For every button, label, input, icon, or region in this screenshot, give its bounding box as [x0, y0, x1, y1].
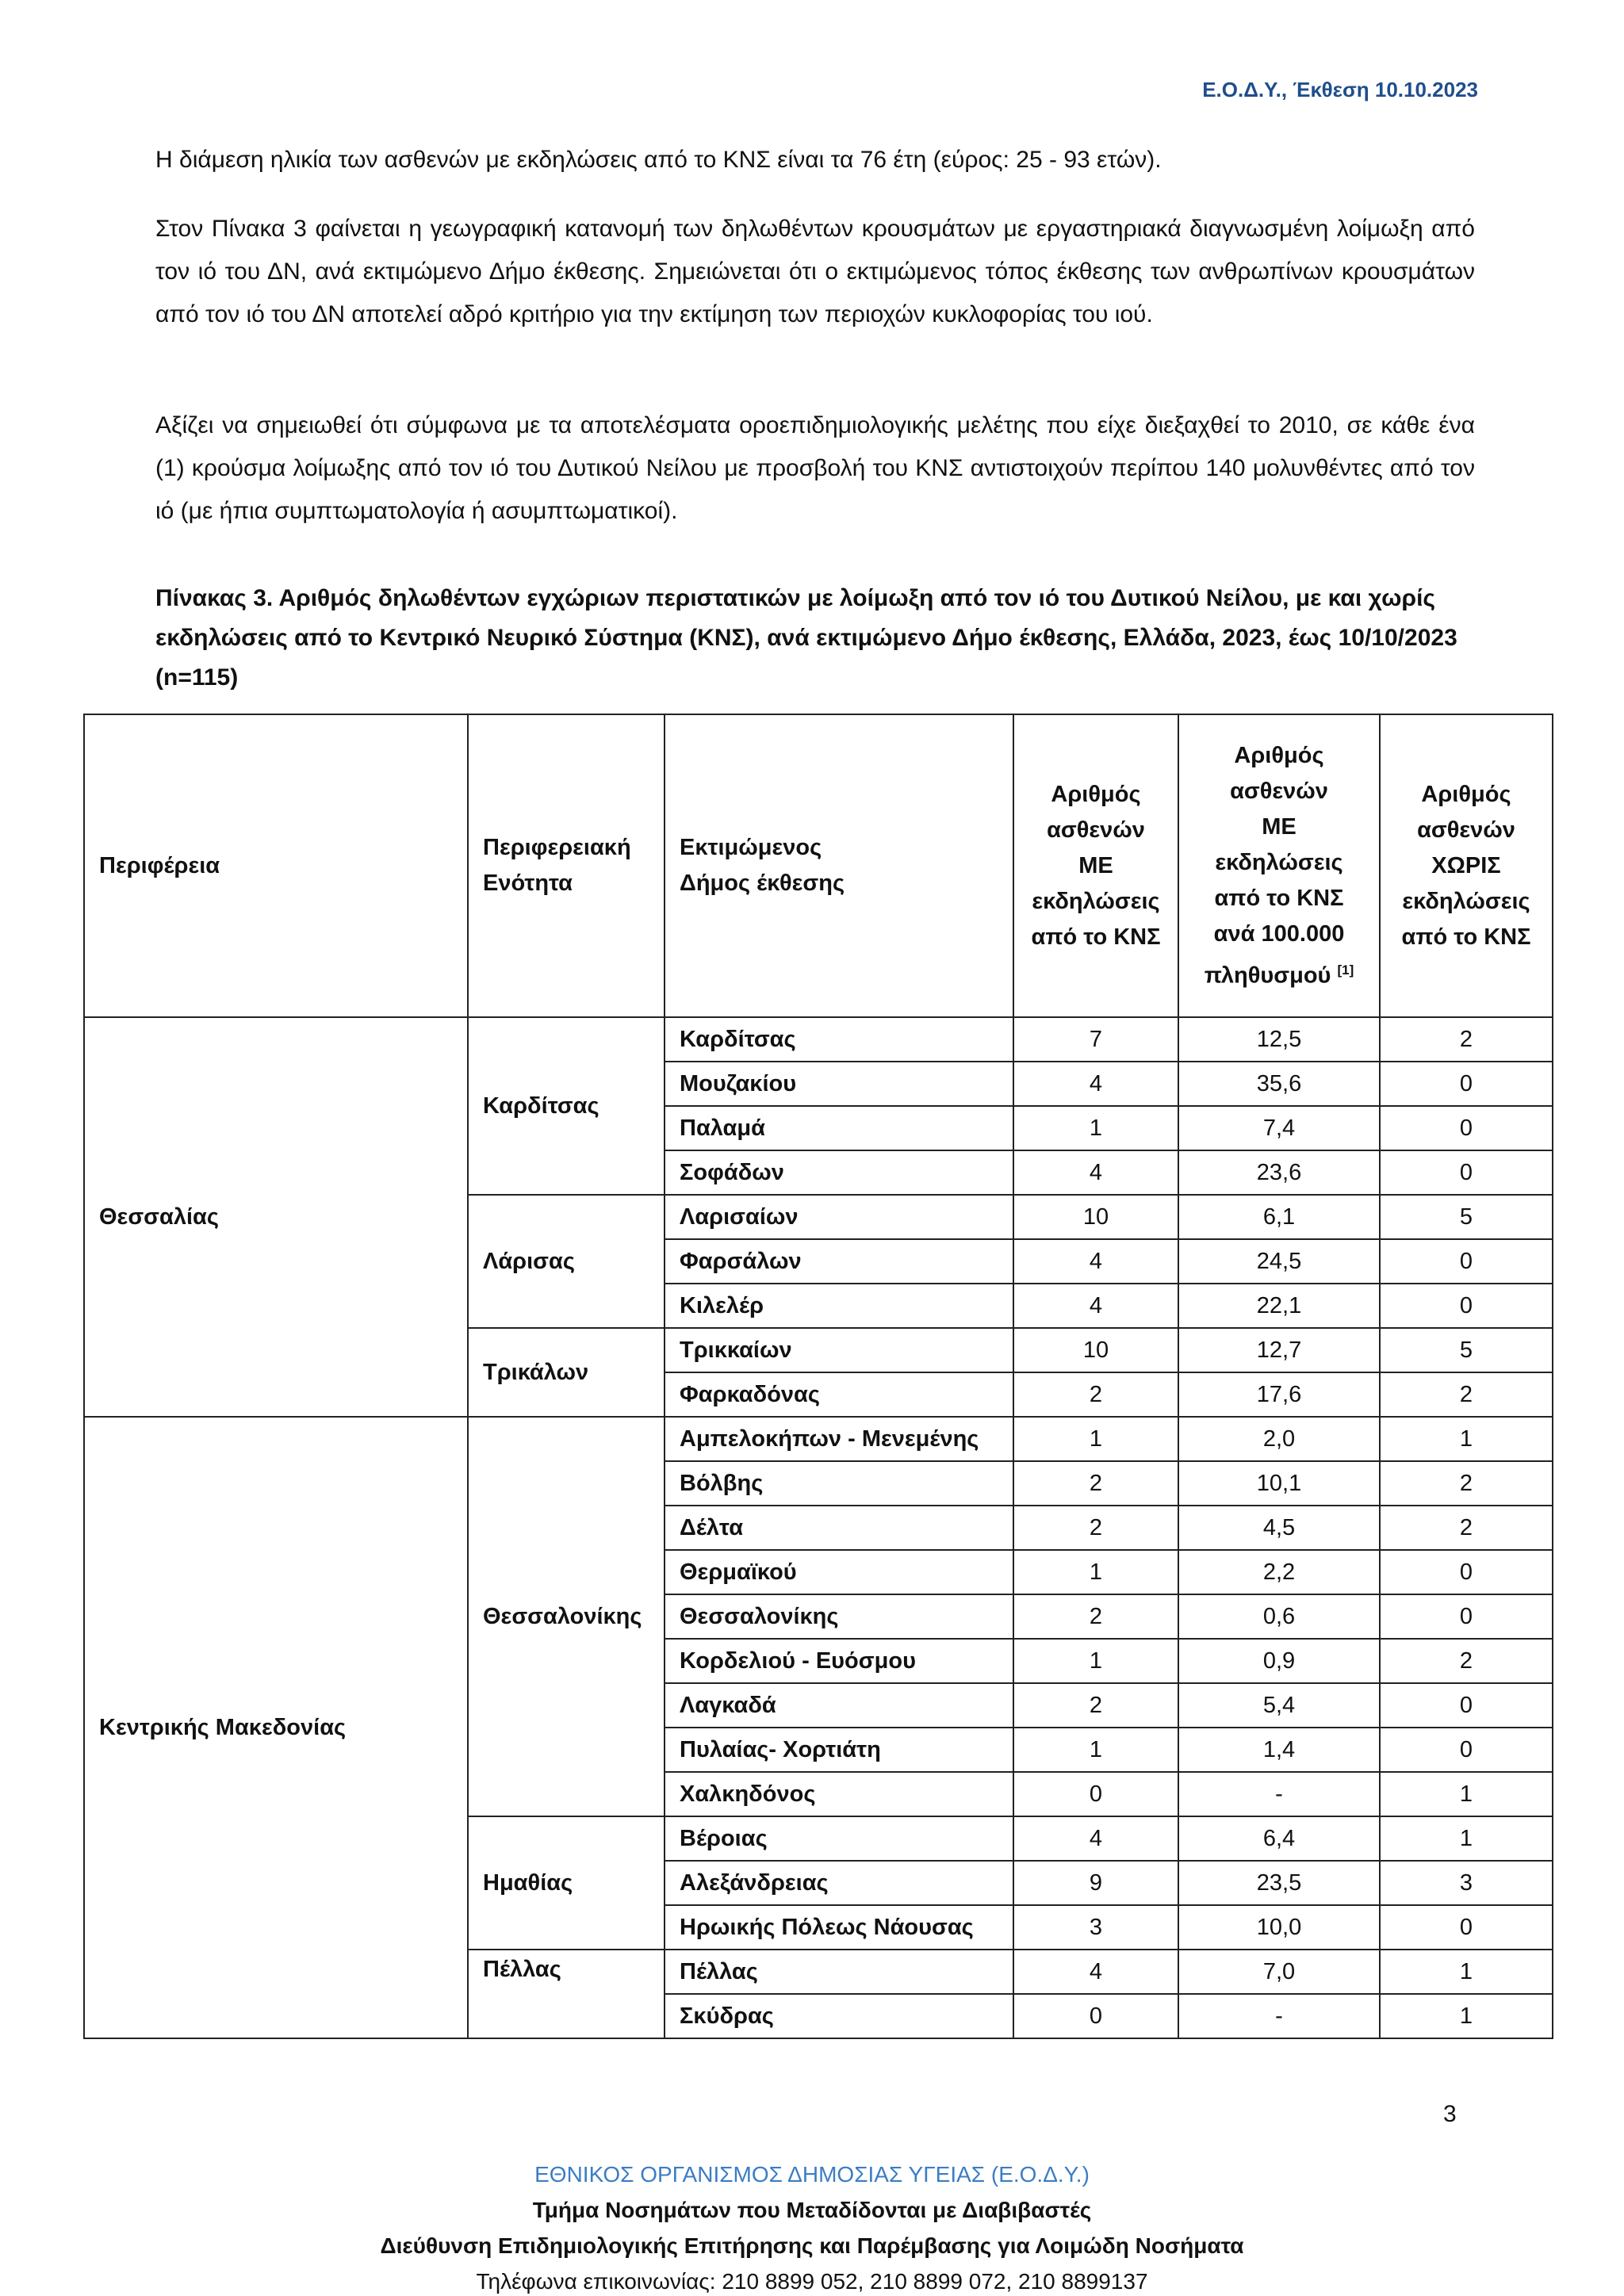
regional-unit-cell: Πέλλας — [468, 1950, 665, 2038]
report-header: Ε.Ο.Δ.Υ., Έκθεση 10.10.2023 — [1202, 78, 1478, 101]
header-without-cns — [1380, 714, 1553, 1017]
with-cns-cell: 10 — [1013, 1195, 1178, 1239]
municipality-cell: Μουζακίου — [665, 1062, 1013, 1106]
with-cns-cell: 4 — [1013, 1816, 1178, 1861]
footnote-ref: [1] — [1337, 962, 1354, 978]
paragraph-geographic-distribution: Στον Πίνακα 3 φαίνεται η γεωγραφική κατανομή των δηλωθέντων κρουσμάτων με εργαστηριακά διαγνωσμένη λοίμωξη από τον ιό του ΔΝ, ανά εκτιμώμενο Δήμο έκθεσης. Σημειώνεται ότι ο εκτιμώμενος τόπος έκθεσης των ανθρωπίνων κρουσμάτων από τον ιό του ΔΝ αποτελεί αδρό κριτήριο για την εκτίμηση των περιοχών κυκλοφορίας του ιού. — [155, 216, 1475, 327]
rate-cell: 23,6 — [1178, 1150, 1380, 1195]
paragraph-seroepidemiology: Αξίζει να σημειωθεί ότι σύμφωνα με τα αποτελέσματα οροεπιδημιολογικής μελέτης που είχε διεξαχθεί το 2010, σε κάθε ένα (1) κρούσμα λοίμωξης από τον ιό του Δυτικού Νείλου με προσβολή του ΚΝΣ αντιστοιχούν περίπου 140 μολυνθέντες από τον ιό (με ήπια συμπτωματολογία ή ασυμπτωματικοί). — [155, 412, 1475, 524]
municipality-cell: Ηρωικής Πόλεως Νάουσας — [665, 1905, 1013, 1950]
footer-directorate: Διεύθυνση Επιδημιολογικής Επιτήρησης και Παρέμβασης για Λοιμώδη Νοσήματα — [380, 2233, 1244, 2258]
without-cns-cell: 0 — [1380, 1550, 1553, 1594]
region-cell: Κεντρικής Μακεδονίας — [84, 1417, 468, 2038]
without-cns-cell: 0 — [1380, 1728, 1553, 1772]
header-without-cns-line: εκδηλώσεις — [1402, 888, 1530, 914]
header-rate-line: από το ΚΝΣ — [1214, 885, 1344, 911]
with-cns-cell: 1 — [1013, 1106, 1178, 1150]
regional-unit-cell: Ημαθίας — [468, 1816, 665, 1950]
header-municipality-line1: Εκτιμώμενος — [680, 835, 822, 860]
without-cns-cell: 3 — [1380, 1861, 1553, 1905]
without-cns-cell: 2 — [1380, 1372, 1553, 1417]
header-rate — [1178, 714, 1380, 1017]
municipality-cell: Αμπελοκήπων - Μενεμένης — [665, 1417, 1013, 1461]
rate-cell: 35,6 — [1178, 1062, 1380, 1106]
municipality-cell: Τρικκαίων — [665, 1328, 1013, 1372]
municipality-cell: Βόλβης — [665, 1461, 1013, 1506]
header-regional-unit — [468, 714, 665, 1017]
without-cns-cell: 1 — [1380, 1417, 1553, 1461]
footer-phones: Τηλέφωνα επικοινωνίας: 210 8899 052, 210 8899 072, 210 8899137 — [476, 2269, 1148, 2294]
header-rate-line: Αριθμός — [1234, 742, 1324, 768]
rate-cell: 1,4 — [1178, 1728, 1380, 1772]
municipality-cell: Δέλτα — [665, 1506, 1013, 1550]
with-cns-cell: 0 — [1013, 1994, 1178, 2038]
with-cns-cell: 4 — [1013, 1284, 1178, 1328]
header-municipality-line2: Δήμος έκθεσης — [680, 871, 845, 896]
without-cns-cell: 2 — [1380, 1017, 1553, 1062]
rate-cell: 24,5 — [1178, 1239, 1380, 1284]
without-cns-cell: 1 — [1380, 1950, 1553, 1994]
municipality-cell: Λαρισαίων — [665, 1195, 1013, 1239]
municipality-cell: Κορδελιού - Ευόσμου — [665, 1639, 1013, 1683]
with-cns-cell: 2 — [1013, 1506, 1178, 1550]
rate-cell: 12,7 — [1178, 1328, 1380, 1372]
with-cns-cell: 1 — [1013, 1417, 1178, 1461]
header-without-cns-line: από το ΚΝΣ — [1401, 924, 1531, 950]
footer-department: Τμήμα Νοσημάτων που Μεταδίδονται με Διαβιβαστές — [532, 2198, 1092, 2222]
municipality-cell: Βέροιας — [665, 1816, 1013, 1861]
with-cns-cell: 1 — [1013, 1550, 1178, 1594]
with-cns-cell: 4 — [1013, 1950, 1178, 1994]
rate-cell: 0,9 — [1178, 1639, 1380, 1683]
footer-organization: ΕΘΝΙΚΟΣ ΟΡΓΑΝΙΣΜΟΣ ΔΗΜΟΣΙΑΣ ΥΓΕΙΑΣ (Ε.Ο.Δ.Υ.) — [534, 2162, 1090, 2187]
without-cns-cell: 0 — [1380, 1106, 1553, 1150]
rate-cell: 6,4 — [1178, 1816, 1380, 1861]
with-cns-cell: 2 — [1013, 1594, 1178, 1639]
table-row — [84, 1417, 1553, 1461]
header-rate-line: ΜΕ — [1262, 813, 1297, 840]
without-cns-cell: 2 — [1380, 1506, 1553, 1550]
rate-cell: 2,2 — [1178, 1550, 1380, 1594]
page-number: 3 — [1443, 2101, 1457, 2127]
header-municipality — [665, 714, 1013, 1017]
with-cns-cell: 4 — [1013, 1239, 1178, 1284]
municipality-cell: Σοφάδων — [665, 1150, 1013, 1195]
with-cns-cell: 9 — [1013, 1861, 1178, 1905]
regional-unit-cell: Θεσσαλονίκης — [468, 1417, 665, 1816]
header-rate-line: πληθυσμού — [1204, 962, 1331, 989]
with-cns-cell: 2 — [1013, 1461, 1178, 1506]
header-without-cns-line: Αριθμός — [1421, 781, 1511, 807]
municipality-cell: Κιλελέρ — [665, 1284, 1013, 1328]
header-with-cns-line: από το ΚΝΣ — [1031, 924, 1161, 950]
region-cell: Θεσσαλίας — [84, 1017, 468, 1417]
regional-unit-cell: Λάρισας — [468, 1195, 665, 1328]
rate-cell: 7,4 — [1178, 1106, 1380, 1150]
without-cns-cell: 0 — [1380, 1594, 1553, 1639]
rate-cell: 5,4 — [1178, 1683, 1380, 1728]
header-with-cns-line: ασθενών — [1047, 817, 1145, 843]
rate-cell: 2,0 — [1178, 1417, 1380, 1461]
rate-cell: - — [1178, 1772, 1380, 1816]
with-cns-cell: 3 — [1013, 1905, 1178, 1950]
municipality-cell: Παλαμά — [665, 1106, 1013, 1150]
table-header-row — [84, 714, 1553, 1017]
header-with-cns-line: Αριθμός — [1051, 781, 1141, 807]
header-regional-unit-line2: Ενότητα — [483, 871, 573, 896]
header-rate-line: ασθενών — [1230, 778, 1328, 804]
rate-cell: 23,5 — [1178, 1861, 1380, 1905]
with-cns-cell: 1 — [1013, 1639, 1178, 1683]
municipality-cell: Σκύδρας — [665, 1994, 1013, 2038]
municipality-cell: Πυλαίας- Χορτιάτη — [665, 1728, 1013, 1772]
header-rate-line: εκδηλώσεις — [1215, 849, 1343, 875]
without-cns-cell: 2 — [1380, 1461, 1553, 1506]
rate-cell: 6,1 — [1178, 1195, 1380, 1239]
without-cns-cell: 2 — [1380, 1639, 1553, 1683]
header-regional-unit-line1: Περιφερειακή — [483, 835, 631, 860]
rate-cell: - — [1178, 1994, 1380, 2038]
rate-cell: 22,1 — [1178, 1284, 1380, 1328]
header-with-cns-line: εκδηλώσεις — [1032, 888, 1160, 914]
regional-unit-cell: Τρικάλων — [468, 1328, 665, 1417]
with-cns-cell: 0 — [1013, 1772, 1178, 1816]
municipality-cell: Φαρσάλων — [665, 1239, 1013, 1284]
rate-cell: 7,0 — [1178, 1950, 1380, 1994]
without-cns-cell: 5 — [1380, 1328, 1553, 1372]
rate-cell: 17,6 — [1178, 1372, 1380, 1417]
without-cns-cell: 0 — [1380, 1062, 1553, 1106]
without-cns-cell: 1 — [1380, 1994, 1553, 2038]
header-with-cns — [1013, 714, 1178, 1017]
without-cns-cell: 1 — [1380, 1772, 1553, 1816]
without-cns-cell: 0 — [1380, 1905, 1553, 1950]
header-with-cns-line: ΜΕ — [1078, 852, 1113, 878]
municipality-cell: Καρδίτσας — [665, 1017, 1013, 1062]
municipality-cell: Αλεξάνδρειας — [665, 1861, 1013, 1905]
without-cns-cell: 0 — [1380, 1239, 1553, 1284]
without-cns-cell: 5 — [1380, 1195, 1553, 1239]
municipality-cell: Θερμαϊκού — [665, 1550, 1013, 1594]
without-cns-cell: 0 — [1380, 1683, 1553, 1728]
rate-cell: 4,5 — [1178, 1506, 1380, 1550]
municipality-cell: Πέλλας — [665, 1950, 1013, 1994]
with-cns-cell: 2 — [1013, 1683, 1178, 1728]
with-cns-cell: 2 — [1013, 1372, 1178, 1417]
municipality-cell: Χαλκηδόνος — [665, 1772, 1013, 1816]
without-cns-cell: 0 — [1380, 1150, 1553, 1195]
without-cns-cell: 0 — [1380, 1284, 1553, 1328]
rate-cell: 12,5 — [1178, 1017, 1380, 1062]
without-cns-cell: 1 — [1380, 1816, 1553, 1861]
with-cns-cell: 4 — [1013, 1150, 1178, 1195]
header-without-cns-line: ΧΩΡΙΣ — [1431, 852, 1501, 878]
rate-cell: 10,0 — [1178, 1905, 1380, 1950]
municipality-cell: Θεσσαλονίκης — [665, 1594, 1013, 1639]
header-region: Περιφέρεια — [84, 714, 468, 1017]
municipality-cell: Φαρκαδόνας — [665, 1372, 1013, 1417]
regional-unit-cell: Καρδίτσας — [468, 1017, 665, 1195]
table-row — [84, 1017, 1553, 1062]
municipality-cell: Λαγκαδά — [665, 1683, 1013, 1728]
rate-cell: 0,6 — [1178, 1594, 1380, 1639]
with-cns-cell: 10 — [1013, 1328, 1178, 1372]
paragraph-median-age: Η διάμεση ηλικία των ασθενών με εκδηλώσεις από το ΚΝΣ είναι τα 76 έτη (εύρος: 25 - 93 ετών). — [155, 147, 1162, 173]
table-caption: Πίνακας 3. Αριθμός δηλωθέντων εγχώριων περιστατικών με λοίμωξη από τον ιό του Δυτικού Νείλου, με και χωρίς εκδηλώσεις από το Κεντρικό Νευρικό Σύστημα (ΚΝΣ), ανά εκτιμώμενο Δήμο έκθεσης, Ελλάδα, 2023, έως 10/10/2023 (n=115) — [155, 585, 1457, 691]
cases-table — [83, 714, 1553, 2039]
with-cns-cell: 1 — [1013, 1728, 1178, 1772]
rate-cell: 10,1 — [1178, 1461, 1380, 1506]
header-rate-line: ανά 100.000 — [1213, 920, 1345, 947]
with-cns-cell: 7 — [1013, 1017, 1178, 1062]
with-cns-cell: 4 — [1013, 1062, 1178, 1106]
header-without-cns-line: ασθενών — [1417, 817, 1515, 843]
